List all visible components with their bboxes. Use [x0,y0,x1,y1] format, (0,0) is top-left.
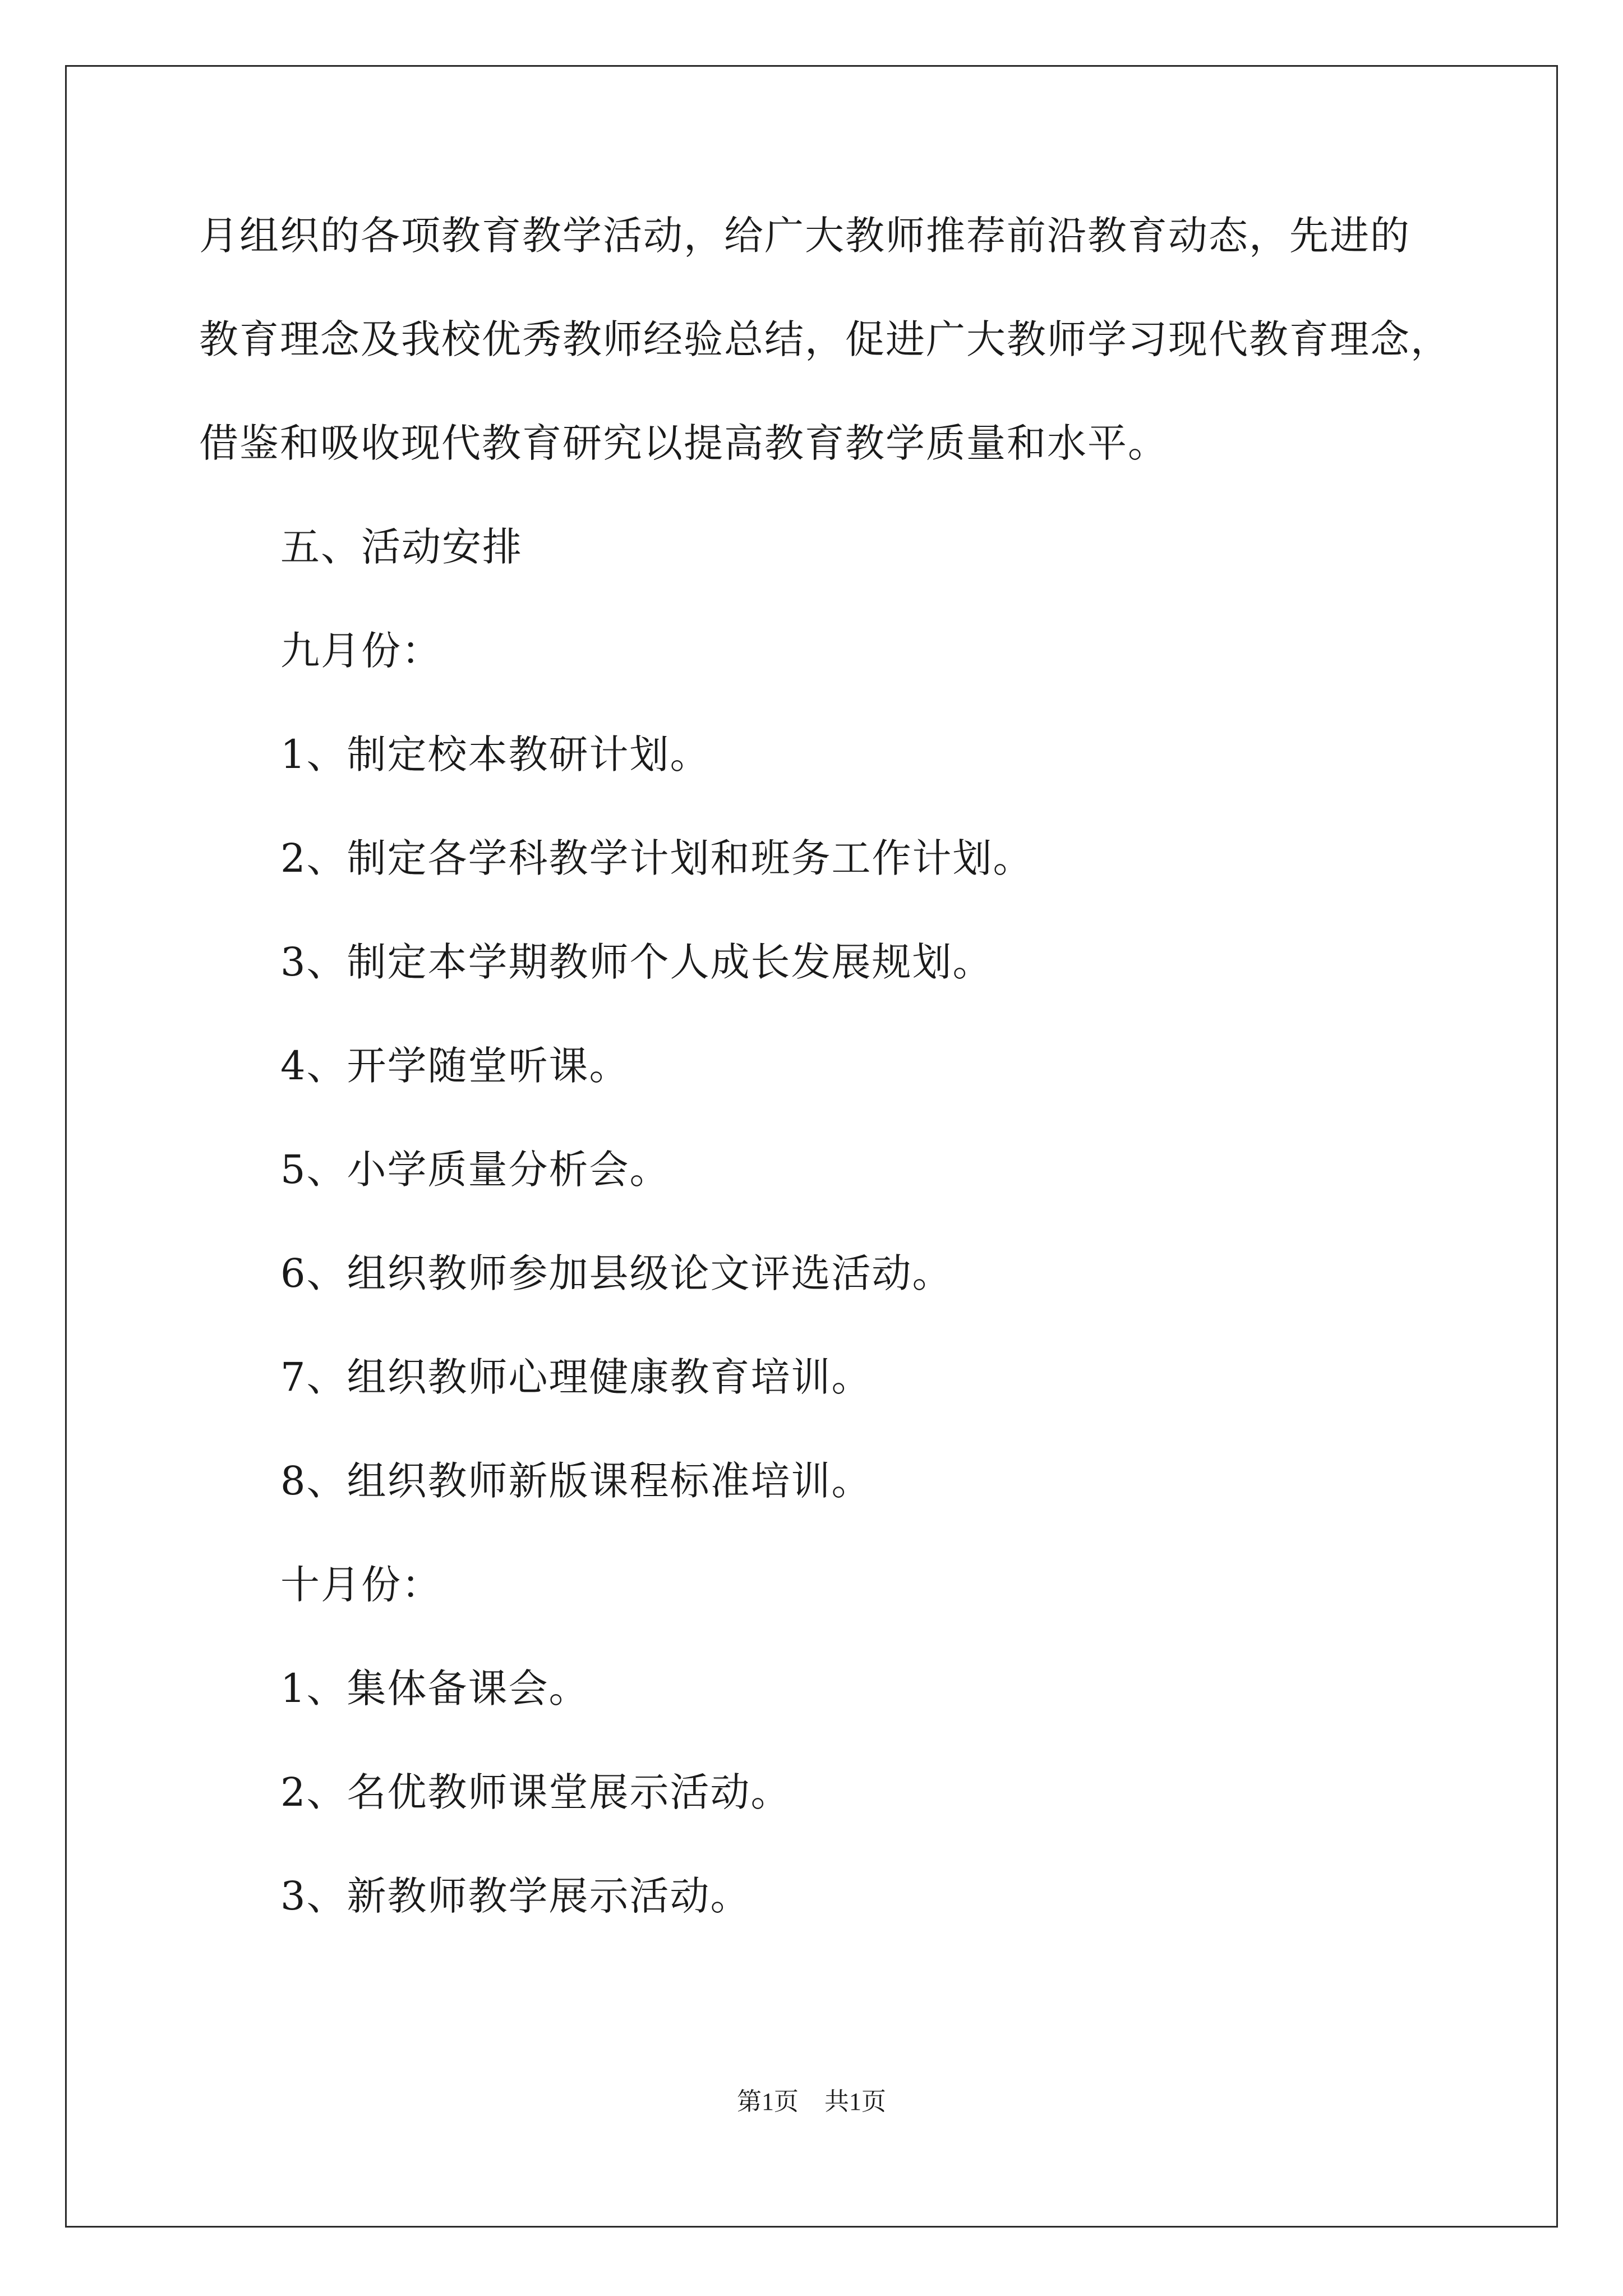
body-line: 月组织的各项教育教学活动，给广大教师推荐前沿教育动态，先进的 [199,213,1410,259]
list-item: 7、组织教师心理健康教育培训。 [280,1354,872,1400]
list-item: 3、新教师教学展示活动。 [280,1873,751,1919]
body-line: 借鉴和吸收现代教育研究以提高教育教学质量和水平。 [199,420,1168,466]
list-item: 5、小学质量分析会。 [280,1147,670,1193]
document-body [199,213,1461,1919]
list-item: 2、制定各学科教学计划和班务工作计划。 [280,835,1034,881]
page-number: 第1页 [737,2088,799,2115]
list-item: 1、集体备课会。 [280,1665,589,1711]
list-item: 2、名优教师课堂展示活动。 [280,1769,791,1815]
month-heading: 十月份： [280,1562,442,1608]
list-item: 4、开学随堂听课。 [280,1043,630,1089]
section-heading: 五、活动安排 [280,524,523,570]
total-pages: 共1页 [824,2088,886,2115]
body-line: 教育理念及我校优秀教师经验总结，促进广大教师学习现代教育理念， [199,316,1451,362]
month-heading: 九月份： [280,628,442,674]
list-item: 3、制定本学期教师个人成长发展规划。 [280,939,993,985]
page-footer [0,2088,1623,2116]
list-item: 1、制定校本教研计划。 [280,731,711,777]
list-item: 8、组织教师新版课程标准培训。 [280,1458,872,1504]
list-item: 6、组织教师参加县级论文评选活动。 [280,1250,953,1296]
